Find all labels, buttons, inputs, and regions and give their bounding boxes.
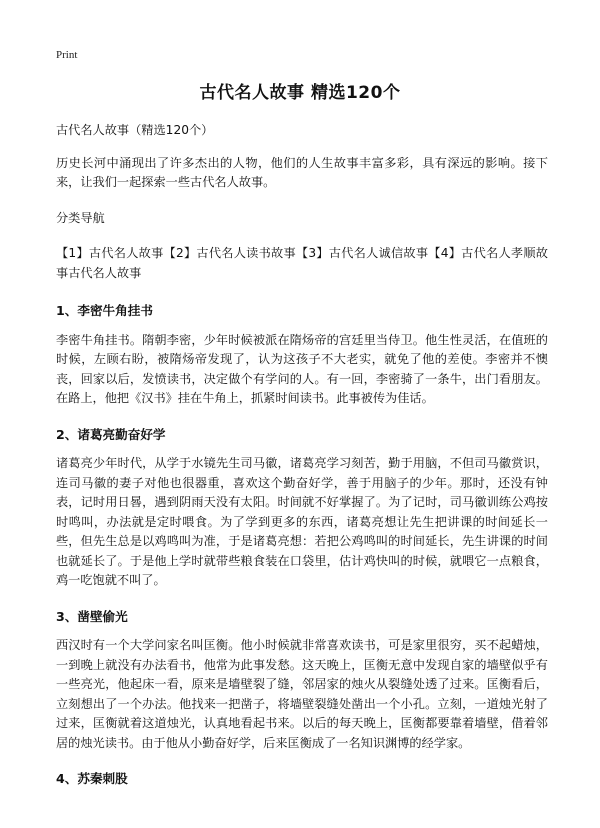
section-body-3: 西汉时有一个大学问家名叫匡衡。他小时候就非常喜欢读书，可是家里很穷，买不起蜡烛，一到晚上就没有办法看书，他常为此事发愁。这天晚上，匡衡无意中发现自家的墙壁似乎有一些亮光，他起床一看，原来是墙壁裂了缝，邻居家的烛火从裂缝处透了过来。匡衡看后，立刻想出了一个办法。他找来一把凿子，将墙壁裂缝处凿出一个小孔。立刻，一道烛光射了过来，匡衡就着这道烛光，认真地看起书来。以后的每天晚上，匡衡都要靠着墙壁，借着邻居的烛光读书。由于他从小勤奋好学，后来匡衡成了一名知识渊博的经学家。 — [56, 638, 548, 750]
nav-link-2[interactable]: 【2】古代名人读书故事 — [163, 246, 296, 260]
document-body — [56, 121, 548, 799]
nav-link-5[interactable]: 古代名人故事 — [68, 265, 142, 280]
nav-link-1[interactable]: 【1】古代名人故事 — [56, 246, 164, 260]
intro-paragraph: 历史长河中涌现出了许多杰出的人物，他们的人生故事丰富多彩，具有深远的影响。接下来，让我们一起探索一些古代名人故事。 — [56, 155, 548, 189]
section-title-4: 4、苏秦刺股 — [56, 771, 128, 786]
section-title-3: 3、凿壁偷光 — [56, 608, 128, 624]
print-label: Print — [56, 49, 78, 61]
document-subtitle: 古代名人故事（精选120个） — [56, 123, 214, 137]
nav-heading: 分类导航 — [56, 210, 105, 225]
section-title-2: 2、诸葛亮勤奋好学 — [56, 426, 166, 442]
section-title-1: 1、李密牛角挂书 — [56, 303, 153, 318]
nav-link-3[interactable]: 【3】古代名人诚信故事 — [295, 246, 429, 260]
category-nav — [56, 244, 548, 283]
section-body-2: 诸葛亮少年时代，从学于水镜先生司马徽，诸葛亮学习刻苦，勤于用脑，不但司马徽赏识，连司马徽的妻子对他也很器重，喜欢这个勤奋好学，善于用脑子的少年。那时，还没有钟表，记时用日晷，遇到阴雨天没有太阳。时间就不好掌握了。为了记时，司马徽训练公鸡按时鸣叫，办法就是定时喂食。为了学到更多的东西，诸葛亮想让先生把讲课的时间延长一些，但先生总是以鸡鸣叫为准，于是诸葛亮想：若把公鸡鸣叫的时间延长，先生讲课的时间也就延长了。于是他上学时就带些粮食装在口袋里，估计鸡快叫的时候，就喂它一点粮食，鸡一吃饱就不叫了。 — [56, 456, 548, 587]
section-body-1: 李密牛角挂书。隋朝李密，少年时候被派在隋炀帝的宫廷里当侍卫。他生性灵活，在值班的时候，左顾右盼，被隋炀帝发现了，认为这孩子不大老实，就免了他的差使。李密并不懊丧，回家以后，发愤读书，决定做个有学问的人。有一回，李密骑了一条牛，出门看朋友。在路上，他把《汉书》挂在牛角上，抓紧时间读书。此事被传为佳话。 — [56, 332, 548, 405]
document-title: 古代名人故事 精选120个 — [199, 83, 401, 103]
nav-link-4[interactable]: 【4】古代名人孝顺故事 — [56, 246, 548, 280]
